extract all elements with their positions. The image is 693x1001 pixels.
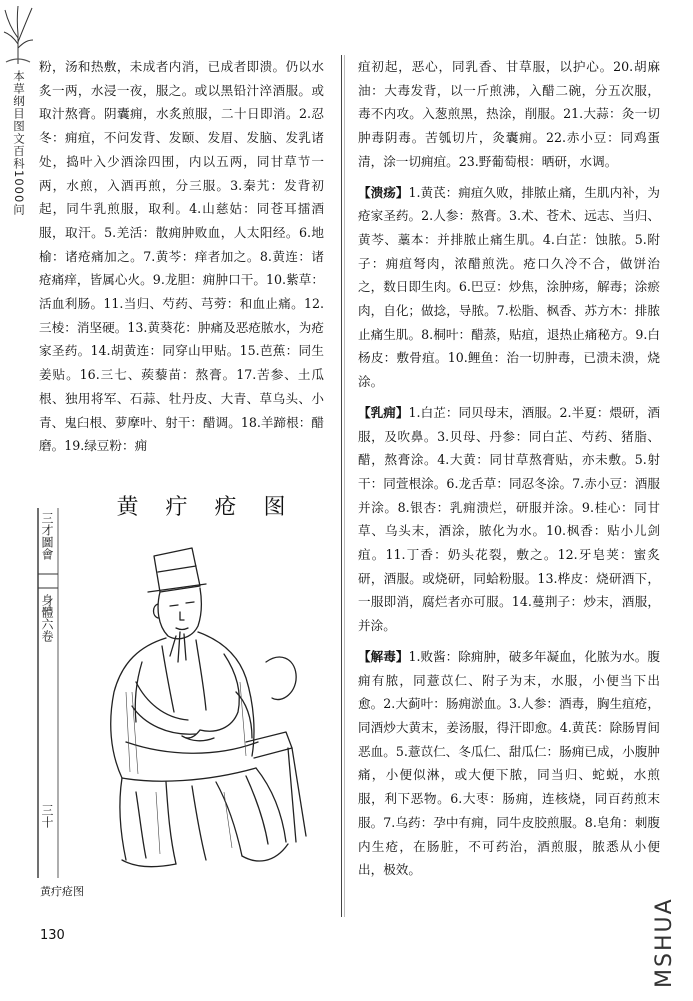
column-divider (341, 55, 342, 917)
right-column-text (358, 55, 660, 925)
section-tag: 【解毒】 (358, 648, 409, 664)
seated-figure-icon (96, 542, 326, 877)
paragraph (358, 401, 660, 638)
section-tag: 【溃疡】 (358, 184, 409, 200)
side-label-book: 三才圖會 (40, 512, 54, 560)
illustration-side-labels (36, 504, 62, 882)
side-label-leaf: 三十 (40, 804, 54, 828)
side-label-volume: 身體六卷 (40, 594, 54, 642)
column-divider-inner (344, 55, 345, 917)
page-number: 130 (40, 928, 65, 943)
paragraph: 粉，汤和热敷，未成者内消，已成者即溃。仍以水炙一两，水浸一夜，服之。或以黑铅汁淬酒服。或取汁熬膏。阴囊痈，水炙煎服，二十日即消。2.忍冬：痈疽，不问发背、发颐、发眉、发脑、发乳诸处，捣叶入少酒涂四围，内以五两，同甘草节一两，水煎，入酒再煎，分三服。3.秦艽：发背初起，同牛乳煎服，取利。4.山慈姑：同苍耳擂酒服，取汗。5.羌活：散痈肿败血，人太阳经。6.地榆：诸疮痛加之。7.黄芩：痒者加之。8.黄连：诸疮痛痒，皆属心火。9.龙胆：痈肿口干。10.紫草：活血利肠。11.当归、芍药、芎䓖：和血止痛。12.三棱：消坚硬。13.黄葵花：肿痛及恶疮脓水，为疮家圣药。14.胡黄连：同穿山甲贴。15.芭蕉：同生姜贴。16.三七、蒺藜苗：熬膏。17.苦参、土瓜根、独用将军、石蒜、牡丹皮、大青、草乌头、小青、鬼臼根、萝摩叶、射干：醋调。18.羊蹄根：醋磨。19.绿豆粉：痈 (39, 59, 324, 454)
paragraph (358, 55, 660, 174)
sprout-logo-icon (2, 4, 34, 66)
left-column-text (39, 55, 324, 470)
watermark: MSHUA (652, 897, 677, 989)
section-tag: 【乳痈】 (358, 404, 409, 420)
paragraph-body: 1.白芷：同贝母末，酒服。2.半夏：煨研，酒服，及吹鼻。3.贝母、丹参：同白芷、芍药、猪脂、醋，熬膏涂。4.大黄：同甘草熬膏贴，亦未敷。5.射干：同萱根涂。6.龙舌草：同忍冬涂。7.赤小豆：酒服并涂。8.银杏：乳痈溃烂，研服并涂。9.桂心：同甘草、乌头末，酒涂，脓化为水。10.枫香：贴小儿剑疽。11.丁香：奶头花裂，敷之。12.牙皂荚：蜜炙研，酒服。或烧研，同蛤粉服。13.桦皮：烧研酒下，一服即消，腐烂者亦可服。14.蔓荆子：炒末，酒服，并涂。 (358, 404, 660, 634)
paragraph-body: 1.黄芪：痈疽久败，排脓止痛，生肌内补，为疮家圣药。2.人参：熬膏。3.术、苍术、远志、当归、黄芩、藁本：并排脓止痛生肌。4.白芷：蚀脓。5.附子：痈疽弩肉，浓醋煎洗。疮口久冷不合，做饼治之，数日即生肉。6.巴豆：炒焦，涂肿疡，解毒；涂瘀肉，自化；做捻，导脓。7.松脂、枫香、苏方木：排脓止痛生肌。8.桐叶：醋蒸，贴疽，退热止痛秘方。9.白杨皮：敷骨疽。10.鲤鱼：治一切肿毒，已溃未溃，烧涂。 (358, 184, 660, 390)
illustration-title: 黄 疔 疮 图 (116, 495, 296, 520)
paragraph-body: 疽初起，恶心，同乳香、甘草服，以护心。20.胡麻油：大毒发背，以一斤煎沸，入醋二碗，分五次服，毒不内攻。入葱煎黑，热涂，削服。21.大蒜：灸一切肿毒阴毒。苦瓠切片，灸囊痈。22.赤小豆：同鸡蛋清，涂一切痈疽。23.野葡萄根：晒研，水调。 (358, 59, 660, 169)
illustration (36, 472, 328, 882)
figure-caption: 黄疔疮图 (40, 885, 84, 898)
paragraph (358, 181, 660, 394)
paragraph (358, 645, 660, 882)
series-title: 本草纲目图文百科1000问 (12, 70, 26, 216)
paragraph-body: 1.败酱：除痈肿，破多年凝血，化脓为水。腹痈有脓，同薏苡仁、附子为末，水服，小便当下出愈。2.大蓟叶：肠痈淤血。3.人参：酒毒，胸生疽疮，同酒炒大黄末，姜汤服，得汗即愈。4.黄芪：除肠胃间恶血。5.薏苡仁、冬瓜仁、甜瓜仁：肠痈已成，小腹肿痛，小便似淋，或大便下脓，同当归、蛇蜕，水煎服，利下恶物。6.大枣：肠痈，连核烧，同百药煎末服。7.乌药：孕中有痈，同牛皮胶煎服。8.皂角：刺腹内生疮，在肠脏，不可药治，酒煎服，脓悉从小便出，极效。 (358, 648, 660, 878)
margin-sidebar (2, 0, 34, 560)
